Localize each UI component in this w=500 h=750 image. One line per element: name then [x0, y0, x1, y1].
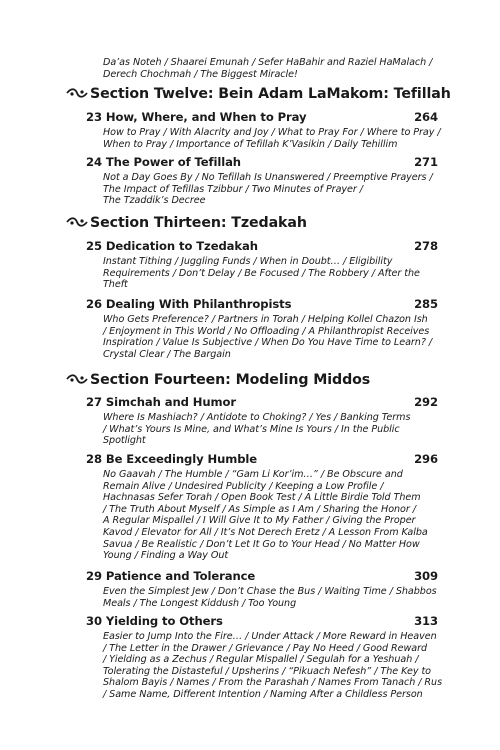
page-number: 264: [414, 110, 438, 124]
previous-chapter-topics: [103, 57, 443, 80]
topic-line: / Enjoyment in This World / No Offloading / A Philanthropist Receives: [103, 325, 430, 337]
topic-line: Tolerating the Distasteful / Upsherins / “Pikuach Nefesh” / The Key to: [103, 665, 431, 677]
topic-line: Requirements / Don’t Delay / Be Focused / The Robbery / After the: [103, 267, 420, 279]
topic-line: / Same Name, Different Intention / Naming After a Childless Person: [103, 688, 423, 700]
topic-line: The Impact of Tefillas Tzibbur / Two Minutes of Prayer /: [103, 183, 363, 195]
chapter-title: 28 Be Exceedingly Humble: [86, 452, 258, 466]
chapter-24: [86, 155, 438, 207]
chapter-title: 26 Dealing With Philanthropists: [86, 297, 292, 311]
page-number: 278: [414, 239, 438, 253]
topic-line: / The Letter in the Drawer / Grievance / Pay No Heed / Good Reward: [103, 642, 428, 654]
chapter-title: 24 The Power of Tefillah: [86, 155, 241, 169]
topic-line: Young / Finding a Way Out: [103, 550, 229, 562]
topic-line: Theft: [103, 279, 128, 291]
topic-line: Hachnasas Sefer Torah / Open Book Test / A Little Birdie Told Them: [103, 492, 421, 504]
chapter-25: [86, 239, 438, 291]
topic-line: How to Pray / With Alacrity and Joy / What to Pray For / Where to Pray /: [103, 127, 441, 138]
topic-line: Remain Alive / Undesired Publicity / Keeping a Low Profile /: [103, 480, 384, 492]
section-thirteen-heading: Section Thirteen: Tzedakah: [66, 215, 307, 231]
topic-line: Da’as Noteh / Shaarei Emunah / Sefer HaBahir and Raziel HaMalach /: [103, 57, 433, 68]
fleuron-ornament-icon: [66, 216, 88, 228]
topic-line: Instant Tithing / Juggling Funds / When in Doubt… / Eligibility: [103, 256, 393, 267]
topic-line: The Tzaddik’s Decree: [103, 195, 206, 207]
page-number: 292: [414, 395, 438, 409]
chapter-28: [86, 452, 438, 562]
topic-line: Shalom Bayis / Names / From the Parashah / Names From Tanach / Rus: [103, 677, 443, 689]
topic-line: Where Is Mashiach? / Antidote to Choking? / Yes / Banking Terms: [103, 412, 411, 423]
page-number: 313: [414, 614, 438, 628]
topic-line: Crystal Clear / The Bargain: [103, 348, 231, 360]
topic-line: / The Truth About Myself / As Simple as I Am / Sharing the Honor /: [103, 503, 416, 515]
chapter-26: [86, 297, 438, 360]
topic-line: Inspiration / Value Is Subjective / When Do You Have Time to Learn? /: [103, 337, 433, 349]
section-fourteen-heading: Section Fourteen: Modeling Middos: [66, 372, 370, 388]
fleuron-ornament-icon: [66, 87, 88, 99]
chapter-title: 23 How, Where, and When to Pray: [86, 110, 307, 124]
page-number: 309: [414, 569, 438, 583]
section-twelve-heading: Section Twelve: Bein Adam LaMakom: Tefillah: [66, 86, 451, 102]
chapter-title: 25 Dedication to Tzedakah: [86, 239, 258, 253]
topic-line: Easier to Jump Into the Fire… / Under Attack / More Reward in Heaven: [103, 631, 437, 642]
fleuron-ornament-icon: [66, 373, 88, 385]
topic-line: A Regular Mispallel / I Will Give It to My Father / Giving the Proper: [103, 515, 416, 527]
topic-line: Who Gets Preference? / Partners in Torah / Helping Kollel Chazon Ish: [103, 314, 428, 325]
topic-line: Not a Day Goes By / No Tefillah Is Unanswered / Preemptive Prayers /: [103, 172, 433, 183]
topic-line: When to Pray / Importance of Tefillah K’Vasikin / Daily Tehillim: [103, 138, 398, 150]
chapter-title: 27 Simchah and Humor: [86, 395, 236, 409]
page-number: 271: [414, 155, 438, 169]
topic-line: Savua / Be Realistic / Don’t Let It Go to Your Head / No Matter How: [103, 538, 420, 550]
chapter-27: [86, 395, 438, 447]
chapter-title: 30 Yielding to Others: [86, 614, 223, 628]
topic-line: No Gaavah / The Humble / “Gam Li Kor’im…” / Be Obscure and: [103, 469, 403, 480]
page-number: 285: [414, 297, 438, 311]
chapter-29: [86, 569, 438, 609]
topic-line: Even the Simplest Jew / Don’t Chase the Bus / Waiting Time / Shabbos: [103, 586, 437, 597]
topic-line: Spotlight: [103, 435, 146, 447]
page-number: 296: [414, 452, 438, 466]
topic-line: Meals / The Longest Kiddush / Too Young: [103, 597, 297, 609]
topic-line: Derech Chochmah / The Biggest Miracle!: [103, 68, 298, 80]
chapter-23: [86, 110, 441, 150]
chapter-30: [86, 614, 443, 701]
chapter-title: 29 Patience and Tolerance: [86, 569, 256, 583]
topic-line: / Yielding as a Zechus / Regular Mispallel / Segulah for a Yeshuah /: [103, 654, 419, 666]
topic-line: Kavod / Elevator for All / It’s Not Derech Eretz / A Lesson From Kalba: [103, 526, 428, 538]
topic-line: / What’s Yours Is Mine, and What’s Mine Is Yours / In the Public: [103, 423, 400, 435]
